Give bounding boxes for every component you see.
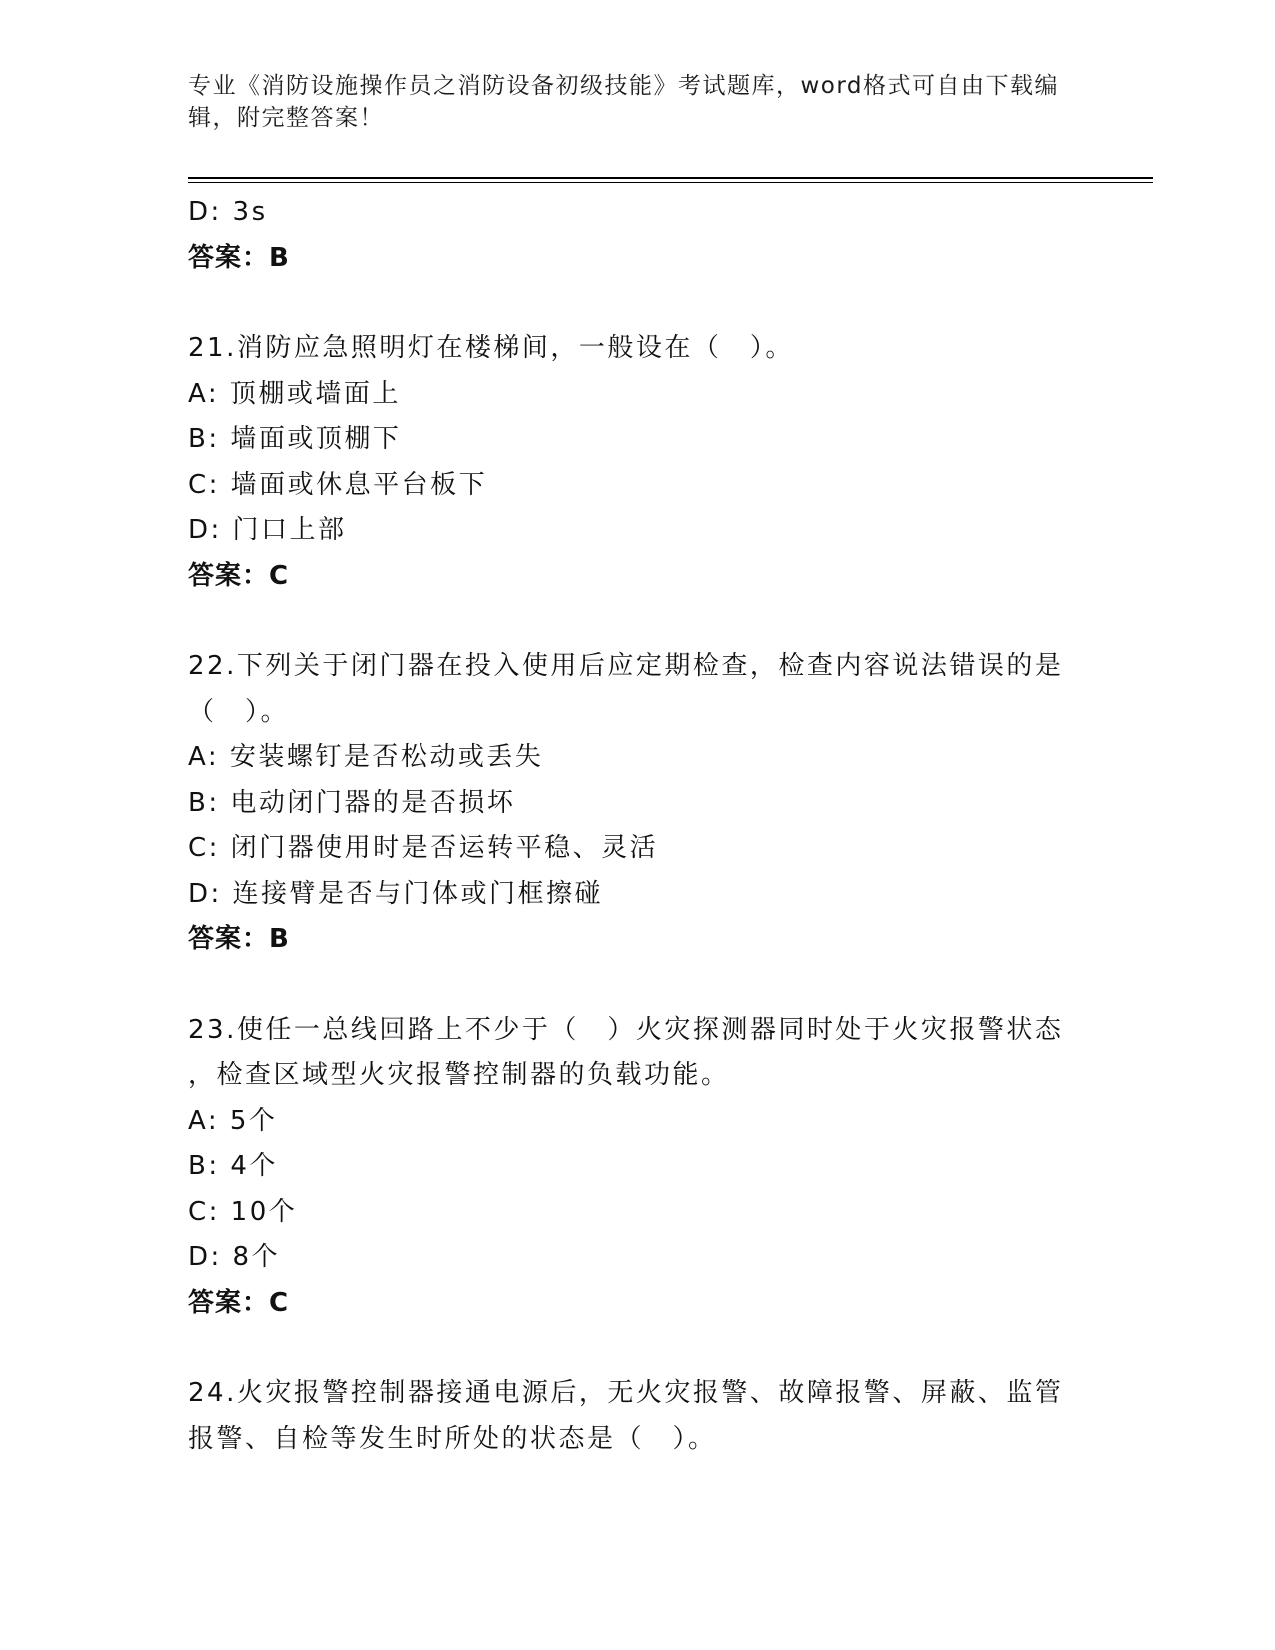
option-d: D: 连接臂是否与门体或门框擦碰: [188, 878, 604, 909]
option-c: C: 10个: [188, 1196, 298, 1227]
question-stem-line-2: 报警、自检等发生时所处的状态是（ ）。: [188, 1423, 717, 1454]
answer: 答案：C: [188, 560, 290, 591]
question-stem: 21.消防应急照明灯在楼梯间，一般设在（ ）。: [188, 333, 794, 363]
answer: 答案：C: [188, 1287, 290, 1318]
option-d: D: 门口上部: [188, 515, 347, 545]
question-list: [188, 190, 1078, 1462]
option-a: A: 顶棚或墙面上: [188, 378, 401, 409]
question-22: [188, 644, 1078, 963]
option-b: B: 4个: [188, 1151, 278, 1181]
header-line-1: 专业《消防设施操作员之消防设备初级技能》考试题库，word格式可自由下载编: [188, 73, 1060, 99]
question-21: [188, 326, 1078, 599]
header-divider-thick: [188, 177, 1153, 179]
question-stem-line-2: ，检查区域型火灾报警控制器的负载功能。: [188, 1060, 730, 1090]
spacer: [188, 963, 1078, 1008]
header-line-2: 辑，附完整答案！: [188, 105, 384, 131]
question-23: [188, 1008, 1078, 1327]
option-b: B: 墙面或顶棚下: [188, 424, 402, 454]
question-stem-line-1: 23.使任一总线回路上不少于（ ）火灾探测器同时处于火灾报警状态: [188, 1014, 1064, 1045]
spacer: [188, 1326, 1078, 1371]
spacer: [188, 281, 1078, 326]
header-divider-thin: [188, 182, 1153, 183]
answer: 答案：B: [188, 924, 290, 954]
prev-answer: 答案：B: [188, 242, 290, 273]
option-b: B: 电动闭门器的是否损坏: [188, 787, 516, 818]
question-stem-line-1: 22.下列关于闭门器在投入使用后应定期检查，检查内容说法错误的是: [188, 651, 1064, 681]
prev-option-d: D: 3s: [188, 197, 268, 227]
option-a: A: 5个: [188, 1105, 278, 1136]
spacer: [188, 599, 1078, 644]
option-c: C: 闭门器使用时是否运转平稳、灵活: [188, 833, 659, 863]
question-24: [188, 1371, 1078, 1462]
option-c: C: 墙面或休息平台板下: [188, 469, 488, 500]
question-stem-line-2: （ ）。: [188, 696, 290, 727]
document-header: [188, 70, 1068, 134]
question-stem-line-1: 24.火灾报警控制器接通电源后，无火灾报警、故障报警、屏蔽、监管: [188, 1378, 1064, 1408]
option-d: D: 8个: [188, 1242, 281, 1272]
option-a: A: 安装螺钉是否松动或丢失: [188, 742, 544, 772]
